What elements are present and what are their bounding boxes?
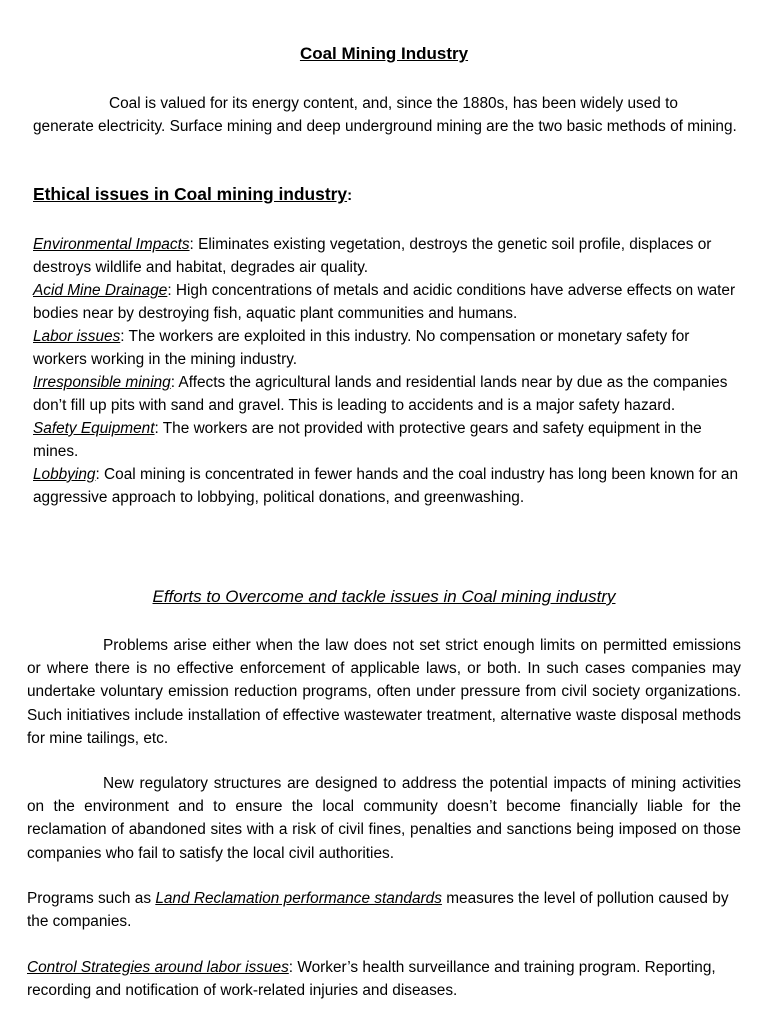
issue-description: : The workers are not provided with protective gears and safety equipment in the mines. bbox=[33, 420, 702, 460]
issue-description: : High concentrations of metals and acidic conditions have adverse effects on water bodies near by destroying fish, aquatic plant communities and humans. bbox=[33, 282, 736, 322]
control-strategies-term: Control Strategies around labor issues bbox=[27, 959, 289, 976]
land-reclamation-term: Land Reclamation performance standards bbox=[155, 890, 442, 907]
issue-description: : The workers are exploited in this industry. No compensation or monetary safety for workers working in the mining industry. bbox=[33, 328, 690, 368]
programs-paragraph bbox=[27, 887, 741, 933]
ethical-issues-heading bbox=[33, 184, 352, 205]
issue-term: Irresponsible mining bbox=[33, 374, 171, 391]
ethical-issues-list bbox=[33, 233, 738, 509]
issue-term: Lobbying bbox=[33, 466, 96, 483]
document-title: Coal Mining Industry bbox=[299, 44, 469, 63]
programs-suffix: measures the level of pollution caused by the companies. bbox=[27, 890, 729, 931]
paragraph-text: New regulatory structures are designed to address the potential impacts of mining activities on the environment and to ensure the local community doesn’t become financially liable for the reclamation of abandoned sites with a risk of civil fines, penalties and sanctions being imposed on those companies who fail to satisfy the local civil authorities. bbox=[27, 775, 741, 862]
intro-text: Coal is valued for its energy content, and, since the 1880s, has been widely used to generate electricity. Surface mining and deep underground mining are the two basic methods of mining. bbox=[33, 95, 737, 135]
issue-item bbox=[33, 417, 738, 463]
efforts-paragraph-1 bbox=[27, 634, 741, 750]
issue-term: Acid Mine Drainage bbox=[33, 282, 168, 299]
issue-term: Environmental Impacts bbox=[33, 236, 190, 253]
programs-prefix: Programs such as bbox=[27, 890, 156, 907]
efforts-heading: Efforts to Overcome and tackle issues in Coal mining industry bbox=[152, 587, 616, 606]
issue-term: Labor issues bbox=[33, 328, 121, 345]
efforts-paragraph-2 bbox=[27, 772, 741, 865]
ethical-heading-text: Ethical issues in Coal mining industry bbox=[33, 184, 348, 204]
issue-item bbox=[33, 463, 738, 509]
issue-item bbox=[33, 325, 738, 371]
issue-description: : Affects the agricultural lands and residential lands near by due as the companies don’t fill up pits with sand and gravel. This is leading to accidents and is a major safety hazard. bbox=[33, 374, 728, 414]
paragraph-text: Problems arise either when the law does not set strict enough limits on permitted emissions or where there is no effective enforcement of applicable laws, or both. In such cases companies may undertake voluntary emission reduction programs, often under pressure from civil society organizations. Such initiatives include installation of effective wastewater treatment, alternative waste disposal methods for mine tailings, etc. bbox=[27, 637, 741, 747]
issue-term: Safety Equipment bbox=[33, 420, 155, 437]
ethical-heading-colon: : bbox=[347, 187, 353, 204]
intro-paragraph bbox=[33, 92, 739, 138]
control-strategies-paragraph bbox=[27, 956, 741, 1002]
issue-description: : Coal mining is concentrated in fewer hands and the coal industry has long been known for an aggressive approach to lobbying, political donations, and greenwashing. bbox=[33, 466, 739, 506]
issue-item bbox=[33, 233, 738, 279]
issue-item bbox=[33, 279, 738, 325]
issue-item bbox=[33, 371, 738, 417]
control-strategies-text: : Worker’s health surveillance and training program. Reporting, recording and notification of work-related injuries and diseases. bbox=[27, 959, 716, 1000]
issue-description: : Eliminates existing vegetation, destroys the genetic soil profile, displaces or destroys wildlife and habitat, degrades air quality. bbox=[33, 236, 712, 276]
